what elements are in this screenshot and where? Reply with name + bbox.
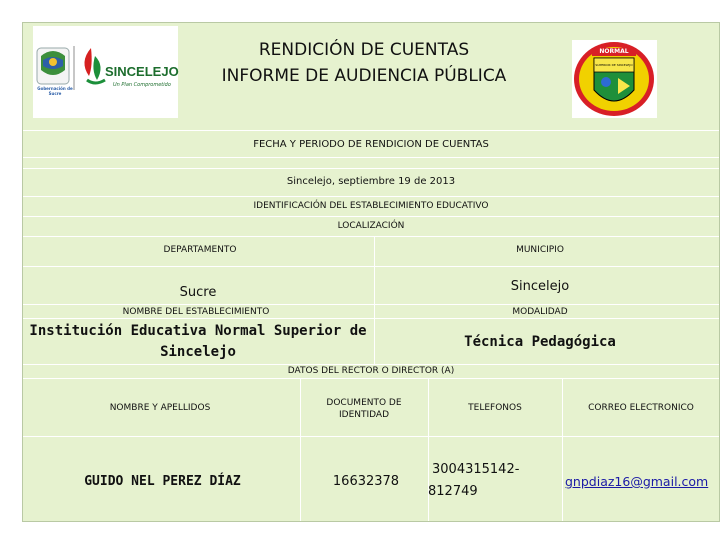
grid-line bbox=[23, 266, 719, 267]
municipio-value: Sincelejo bbox=[510, 279, 570, 294]
grid-line bbox=[23, 364, 719, 365]
rector-email-link[interactable]: gnpdiaz16@gmail.com bbox=[565, 474, 709, 489]
col-documento-header-line-1: DOCUMENTO DE bbox=[326, 398, 402, 408]
nombre-label: NOMBRE DEL ESTABLECIMIENTO bbox=[122, 307, 270, 317]
sincelejo-wordmark: SINCELEJO bbox=[105, 64, 179, 79]
col-nombre-header: NOMBRE Y APELLIDOS bbox=[109, 403, 211, 413]
gov-caption: Gobernación de Sucre bbox=[37, 86, 73, 96]
title-line-2: INFORME DE AUDIENCIA PÚBLICA bbox=[221, 66, 507, 86]
grid-line bbox=[23, 378, 719, 379]
col-telefonos-header: TELEFONOS bbox=[468, 403, 522, 413]
grid-line bbox=[23, 157, 719, 158]
school-seal bbox=[572, 40, 657, 118]
municipio-label: MUNICIPIO bbox=[516, 245, 564, 255]
grid-line bbox=[428, 378, 429, 521]
col-documento-header-line-2: IDENTIDAD bbox=[338, 410, 389, 420]
departamento-value: Sucre bbox=[179, 285, 217, 300]
grid-line bbox=[23, 304, 719, 305]
modalidad-label: MODALIDAD bbox=[512, 307, 568, 317]
grid-line bbox=[23, 318, 719, 319]
rector-documento-value: 16632378 bbox=[332, 474, 400, 489]
sincelejo-slogan: Un Plan Comprometido bbox=[113, 82, 171, 88]
sincelejo-logo bbox=[33, 26, 178, 118]
rector-section-label: DATOS DEL RECTOR O DIRECTOR (A) bbox=[287, 366, 455, 376]
grid-line bbox=[374, 236, 375, 364]
col-correo-header: CORREO ELECTRONICO bbox=[588, 403, 694, 413]
grid-line bbox=[23, 168, 719, 169]
modalidad-value: Técnica Pedagógica bbox=[464, 334, 616, 350]
localizacion-label: LOCALIZACIÓN bbox=[337, 221, 405, 231]
grid-line bbox=[23, 436, 719, 437]
identificacion-label: IDENTIFICACIÓN DEL ESTABLECIMIENTO EDUCATIVO bbox=[253, 201, 489, 211]
grid-line bbox=[23, 196, 719, 197]
rector-telefono-line-1: 3004315142- bbox=[432, 462, 520, 477]
grid-line bbox=[23, 130, 719, 131]
grid-line bbox=[562, 378, 563, 521]
rector-nombre-value: GUIDO NEL PEREZ DÍAZ bbox=[84, 474, 241, 489]
seal-banner: NORMAL bbox=[599, 48, 629, 55]
seal-ribbon: SUPERIOR DE SINCELEJO bbox=[595, 63, 633, 67]
fecha-label: FECHA Y PERIODO DE RENDICION DE CUENTAS bbox=[253, 139, 489, 150]
nombre-value-line-2: Sincelejo bbox=[160, 344, 236, 360]
departamento-label: DEPARTAMENTO bbox=[163, 245, 237, 255]
rector-telefono-line-2: 812749 bbox=[428, 484, 478, 499]
title-line-1: RENDICIÓN DE CUENTAS bbox=[258, 40, 470, 60]
grid-line bbox=[23, 236, 719, 237]
nombre-value-line-1: Institución Educativa Normal Superior de bbox=[29, 323, 367, 339]
fecha-value: Sincelejo, septiembre 19 de 2013 bbox=[286, 176, 456, 187]
grid-line bbox=[23, 216, 719, 217]
